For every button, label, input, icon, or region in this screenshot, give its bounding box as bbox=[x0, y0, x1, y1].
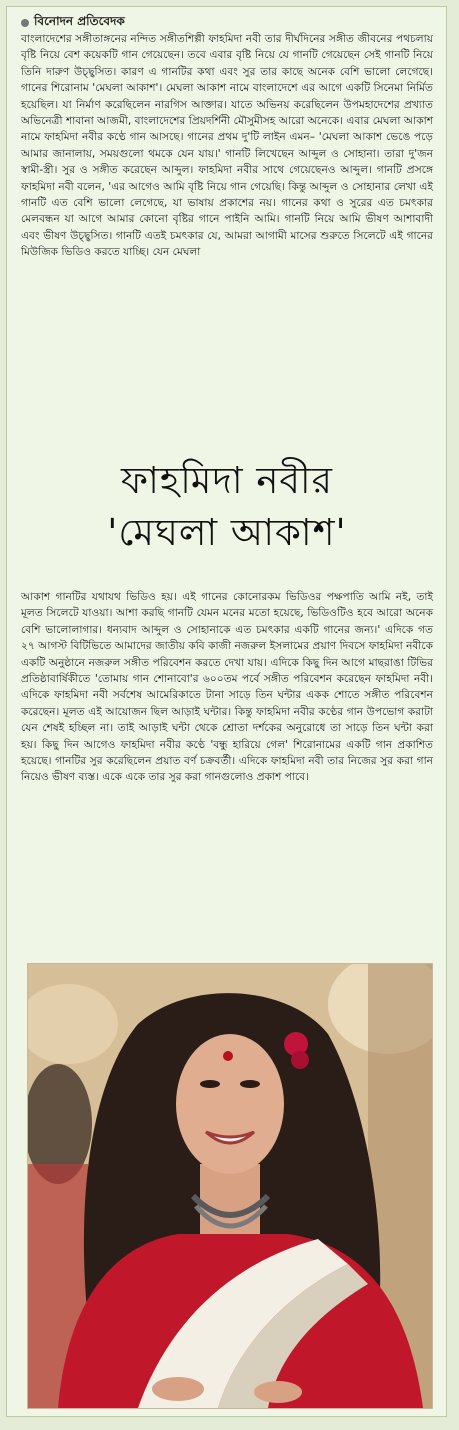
headline-line-2: 'মেঘলা আকাশ' bbox=[107, 511, 347, 554]
bullet-icon bbox=[21, 19, 29, 27]
article-paragraph-1: বাংলাদেশের সঙ্গীতাঙ্গনের নন্দিত সঙ্গীতশিল্পী ফাহমিদা নবী তার দীর্ঘদিনের সঙ্গীত জীবনের পথচলায় বৃষ্টি নিয়ে বেশ কয়েকটি গান গেয়েছেন। তবে এবার বৃষ্টি নিয়ে যে গানটি গেয়েছেন সেই গানটি নিয়ে তিনি দারুণ উচ্ছ্বসিত। কারণ এ গানটির কথা এবং সুর তার কাছে অনেক বেশি ভালো লেগেছে। গানের শিরোনাম 'মেঘলা আকাশ'। মেঘলা আকাশ নামে বাংলাদেশে এর আগে একটি সিনেমা নির্মিত হয়েছিল। যা নির্মাণ করেছিলেন নারগিস আক্তার। যাতে অভিনয় করেছিলেন উপমহাদেশের প্রখ্যাত অভিনেত্রী শাবানা আজমী, বাংলাদেশের প্রিয়দর্শিনী মৌসুমীসহ আরো অনেকে। এবার মেঘলা আকাশ নামে ফাহমিদা নবীর কণ্ঠে গান আসছে। গানের প্রথম দু'টি লাইন এমন– 'মেঘলা আকাশ ভেঙে পড়ে আমার জানালায়, সময়গুলো থমকে যেন যায়।' গানটি লিখেছেন আব্দুল ও সোহানা। তারা দু'জন স্বামী-স্ত্রী। সুর ও সঙ্গীত করেছেন আব্দুল। ফাহমিদা নবীর সাথে গেয়েছেনও আব্দুল। গানটি প্রসঙ্গে ফাহমিদা নবী বলেন, 'এর আগেও আমি বৃষ্টি নিয়ে গান গেয়েছি। কিন্তু আব্দুল ও সোহানার লেখা এই গানটি এত বেশি ভালো লেগেছে, যা ভাষায় প্রকাশের নয়। গানের কথা ও সুরের এত চমৎকার মেলবন্ধন যা আগে আমার কোনো বৃষ্টির গানে পাইনি আমি। গানটি নিয়ে আমি ভীষণ আশাবাদী এবং ভীষণ উচ্ছ্বসিত। গানটি এতই চমৎকার যে, আমরা আগামী মাসের শুরুতে সিলেটে এই গানের মিউজিক ভিডিও করতে যাচ্ছি। যেন মেঘলা bbox=[21, 33, 433, 259]
portrait-illustration bbox=[28, 964, 432, 1408]
headline bbox=[21, 455, 433, 559]
newspaper-clipping bbox=[6, 6, 447, 1417]
byline bbox=[21, 13, 125, 33]
singer-photo bbox=[27, 963, 433, 1409]
headline-line-1: ফাহমিদা নবীর bbox=[121, 459, 333, 502]
article-paragraph-2: আকাশ গানটির যথাযথ ভিডিও হয়। এই গানের কোনোরকম ভিডিওর পক্ষপাতি আমি নই, তাই মূলত সিলেটে যাওয়া। আশা করছি গানটি যেমন মনের মতো হয়েছে, ভিডিওটিও হবে আরো অনেক বেশি ভালোলাগার। ধন্যবাদ আব্দুল ও সোহানাকে এত চমৎকার একটি গানের জন্য।' এদিকে গত ২৭ আগস্ট বিটিভিতে আমাদের জাতীয় কবি কাজী নজরুল ইসলামের প্রয়াণ দিবসে ফাহমিদা নবীকে একটি অনুষ্ঠানে নজরুল সঙ্গীত পরিবেশন করতে দেখা যায়। এদিকে কিছু দিন আগে মাছরাঙা টিভির প্রতিষ্ঠাবার্ষিকীতে 'তোমায় গান শোনাবো'র ৬০০তম পর্বে সঙ্গীত পরিবেশন করেছেন ফাহমিদা নবী। এদিকে ফাহমিদা নবী সর্বশেষ আমেরিকাতে টানা সাড়ে তিন ঘন্টার একক শোতে সঙ্গীত পরিবেশন করেছেন। মূলত এই আয়োজন ছিল আড়াই ঘন্টার। কিন্তু ফাহমিদা নবীর কণ্ঠের গান উপভোগ করাটা যেন শেষই হচ্ছিল না। তাই আড়াই ঘন্টা থেকে শ্রোতা দর্শকের অনুরোধে তা সাড়ে তিন ঘন্টা করা হয়। কিছু দিন আগেও ফাহমিদা নবীর কণ্ঠে 'বন্ধু হারিয়ে গেল' শিরোনামের একটি গান প্রকাশিত হয়েছে। গানটির সুর করেছিলেন প্রয়াত বর্ণ চক্রবর্তী। এদিকে ফাহমিদা নবী তার নিজের সুর করা গান নিয়েও ভীষণ ব্যস্ত। একে একে তার সুর করা গানগুলোও প্রকাশ পাবে। bbox=[21, 591, 433, 784]
byline-text: বিনোদন প্রতিবেদক bbox=[34, 14, 125, 28]
